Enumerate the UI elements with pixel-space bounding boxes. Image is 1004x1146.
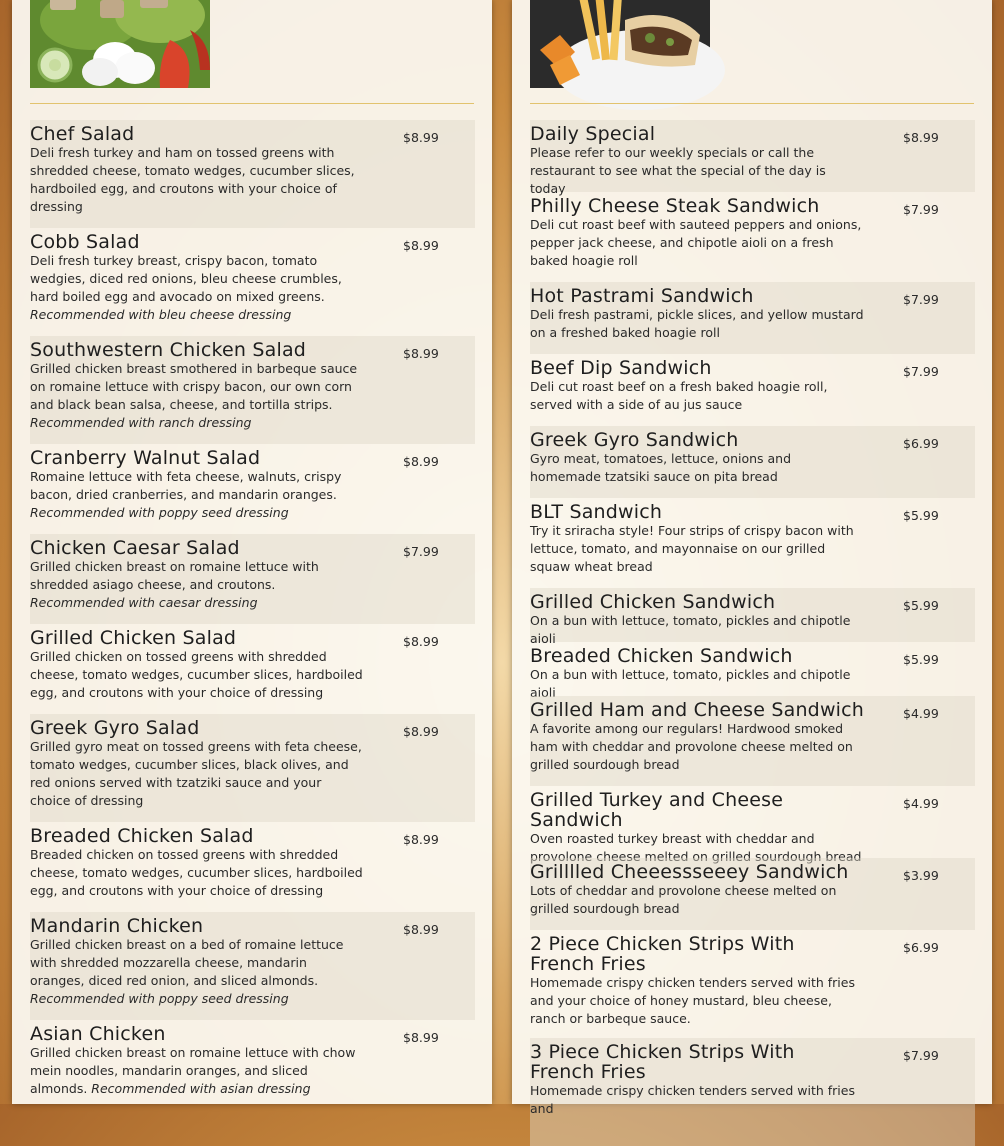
item-price: $8.99: [403, 832, 439, 847]
menu-item: [30, 1020, 475, 1110]
item-price: $8.99: [403, 454, 439, 469]
item-description: Deli fresh turkey and ham on tossed greens with shredded cheese, tomato wedges, cucumber slices, hardboiled egg, and croutons with your choice of dressing: [30, 145, 355, 214]
item-recommendation: Recommended with poppy seed dressing: [30, 505, 289, 520]
item-name: Grilled Ham and Cheese Sandwich: [530, 699, 865, 721]
item-description: Grilled chicken breast on romaine lettuce with chow mein noodles, mandarin oranges, and sliced almonds. Recommended with asian dressing: [30, 1045, 356, 1096]
item-price: $8.99: [403, 724, 439, 739]
salad-menu-column: [12, 0, 492, 1104]
item-name: 2 Piece Chicken Strips With French Fries: [530, 933, 795, 975]
item-description: Please refer to our weekly specials or call the restaurant to see what the special of the day is today: [530, 145, 826, 196]
item-recommendation: Recommended with poppy seed dressing: [30, 991, 289, 1006]
item-description: Romaine lettuce with feta cheese, walnuts, crispy bacon, dried cranberries, and mandarin oranges. Recommended with poppy seed dressing: [30, 469, 342, 520]
item-name: Hot Pastrami Sandwich: [530, 285, 754, 307]
section-divider: [30, 103, 474, 104]
menu-item: [530, 786, 975, 864]
item-description: Deli cut roast beef with sauteed peppers and onions, pepper jack cheese, and chipotle aioli on a fresh baked hoagie roll: [530, 217, 862, 268]
item-price: $7.99: [903, 292, 939, 307]
item-name: BLT Sandwich: [530, 501, 663, 523]
menu-item: [30, 534, 475, 624]
menu-item: [530, 858, 975, 930]
item-description: Try it sriracha style! Four strips of crispy bacon with lettuce, tomato, and mayonnaise on our grilled squaw wheat bread: [530, 523, 854, 574]
item-price: $6.99: [903, 940, 939, 955]
menu-item: [30, 912, 475, 1020]
item-description: On a bun with lettuce, tomato, pickles and chipotle aioli: [530, 667, 851, 700]
item-description: Breaded chicken on tossed greens with shredded cheese, tomato wedges, cucumber slices, hardboiled egg, and croutons with your choice of dressing: [30, 847, 363, 898]
menu-item: [530, 588, 975, 646]
menu-list: [30, 120, 475, 1110]
section-divider: [530, 103, 974, 104]
item-name: 3 Piece Chicken Strips With French Fries: [530, 1041, 795, 1083]
item-price: $8.99: [403, 346, 439, 361]
menu-list: [530, 120, 975, 1146]
item-description: Deli fresh pastrami, pickle slices, and yellow mustard on a freshed baked hoagie roll: [530, 307, 864, 340]
menu-item: [30, 714, 475, 822]
item-name: Chicken Caesar Salad: [30, 537, 240, 559]
item-description: Grilled chicken breast on a bed of romaine lettuce with shredded mozzarella cheese, mandarin oranges, diced red onion, and sliced almonds. Recommended with poppy seed dressing: [30, 937, 344, 1006]
item-description: Grilled gyro meat on tossed greens with feta cheese, tomato wedges, cucumber slices, black olives, and red onions served with tzatziki sauce and your choice of dressing: [30, 739, 362, 808]
menu-item: [530, 426, 975, 498]
menu-item: [30, 336, 475, 444]
menu-item: [30, 822, 475, 912]
item-name: Southwestern Chicken Salad: [30, 339, 307, 361]
sandwich-photo: [530, 0, 710, 88]
item-description: Lots of cheddar and provolone cheese melted on grilled sourdough bread: [530, 883, 837, 916]
item-description: On a bun with lettuce, tomato, pickles and chipotle aioli: [530, 613, 851, 646]
menu-item: [30, 228, 475, 336]
menu-item: [530, 696, 975, 786]
item-name: Grilled Chicken Sandwich: [530, 591, 776, 613]
item-recommendation: Recommended with asian dressing: [91, 1081, 311, 1096]
item-name: Beef Dip Sandwich: [530, 357, 712, 379]
item-recommendation: Recommended with bleu cheese dressing: [30, 307, 292, 322]
item-description: A favorite among our regulars! Hardwood smoked ham with cheddar and provolone cheese melted on grilled sourdough bread: [530, 721, 853, 772]
item-price: $3.99: [903, 868, 939, 883]
menu-item: [530, 498, 975, 588]
salad-photo: [30, 0, 210, 88]
item-name: Breaded Chicken Salad: [30, 825, 254, 847]
item-price: $7.99: [903, 202, 939, 217]
item-description: Grilled chicken breast on romaine lettuce with shredded asiago cheese, and croutons. Recommended with caesar dressing: [30, 559, 319, 610]
item-description: Grilled chicken breast smothered in barbeque sauce on romaine lettuce with crispy bacon, our own corn and black bean salsa, cheese, and tortilla strips. Recommended with ranch dressing: [30, 361, 358, 430]
item-name: Cobb Salad: [30, 231, 140, 253]
menu-item: [530, 642, 975, 700]
item-recommendation: Recommended with ranch dressing: [30, 415, 252, 430]
menu-item: [530, 120, 975, 196]
item-price: $5.99: [903, 652, 939, 667]
item-name: Asian Chicken: [30, 1023, 166, 1045]
item-description: Gyro meat, tomatoes, lettuce, onions and homemade tzatsiki sauce on pita bread: [530, 451, 792, 484]
menu-item: [530, 192, 975, 282]
menu-item: [530, 354, 975, 426]
item-name: Mandarin Chicken: [30, 915, 204, 937]
item-description: Homemade crispy chicken tenders served with fries and your choice of honey mustard, bleu cheese, ranch or barbeque sauce.: [530, 975, 855, 1026]
menu-item: [530, 1038, 975, 1146]
item-description: Deli cut roast beef on a fresh baked hoagie roll, served with a side of au jus sauce: [530, 379, 828, 412]
item-name: Daily Special: [530, 123, 656, 145]
item-price: $5.99: [903, 598, 939, 613]
menu-item: [30, 444, 475, 534]
item-description: Grilled chicken on tossed greens with shredded cheese, tomato wedges, cucumber slices, hardboiled egg, and croutons with your choice of dressing: [30, 649, 363, 700]
menu-item: [530, 930, 975, 1038]
item-price: $8.99: [403, 922, 439, 937]
item-price: $8.99: [403, 1030, 439, 1045]
menu-item: [30, 624, 475, 714]
item-price: $5.99: [903, 508, 939, 523]
item-recommendation: Recommended with caesar dressing: [30, 595, 258, 610]
item-name: Greek Gyro Sandwich: [530, 429, 739, 451]
item-name: Greek Gyro Salad: [30, 717, 200, 739]
item-name: Philly Cheese Steak Sandwich: [530, 195, 820, 217]
item-price: $8.99: [403, 238, 439, 253]
item-price: $8.99: [403, 130, 439, 145]
item-price: $7.99: [903, 364, 939, 379]
item-price: $7.99: [403, 544, 439, 559]
item-name: Grilllled Cheeessseeey Sandwich: [530, 861, 849, 883]
item-description: Homemade crispy chicken tenders served with fries and: [530, 1083, 855, 1116]
item-name: Breaded Chicken Sandwich: [530, 645, 793, 667]
item-name: Chef Salad: [30, 123, 135, 145]
item-price: $8.99: [903, 130, 939, 145]
item-price: $6.99: [903, 436, 939, 451]
item-name: Grilled Turkey and Cheese Sandwich: [530, 789, 784, 831]
item-name: Grilled Chicken Salad: [30, 627, 237, 649]
item-price: $7.99: [903, 1048, 939, 1063]
item-description: Oven roasted turkey breast with cheddar and provolone cheese melted on grilled sourdough bread: [530, 831, 862, 864]
item-description: Deli fresh turkey breast, crispy bacon, tomato wedgies, diced red onions, bleu cheese crumbles, hard boiled egg and avocado on mixed greens. Recommended with bleu cheese dressing: [30, 253, 342, 322]
item-name: Cranberry Walnut Salad: [30, 447, 261, 469]
menu-item: [530, 282, 975, 354]
menu-item: [30, 120, 475, 228]
item-price: $4.99: [903, 796, 939, 811]
item-price: $8.99: [403, 634, 439, 649]
item-price: $4.99: [903, 706, 939, 721]
sandwich-menu-column: [512, 0, 992, 1116]
